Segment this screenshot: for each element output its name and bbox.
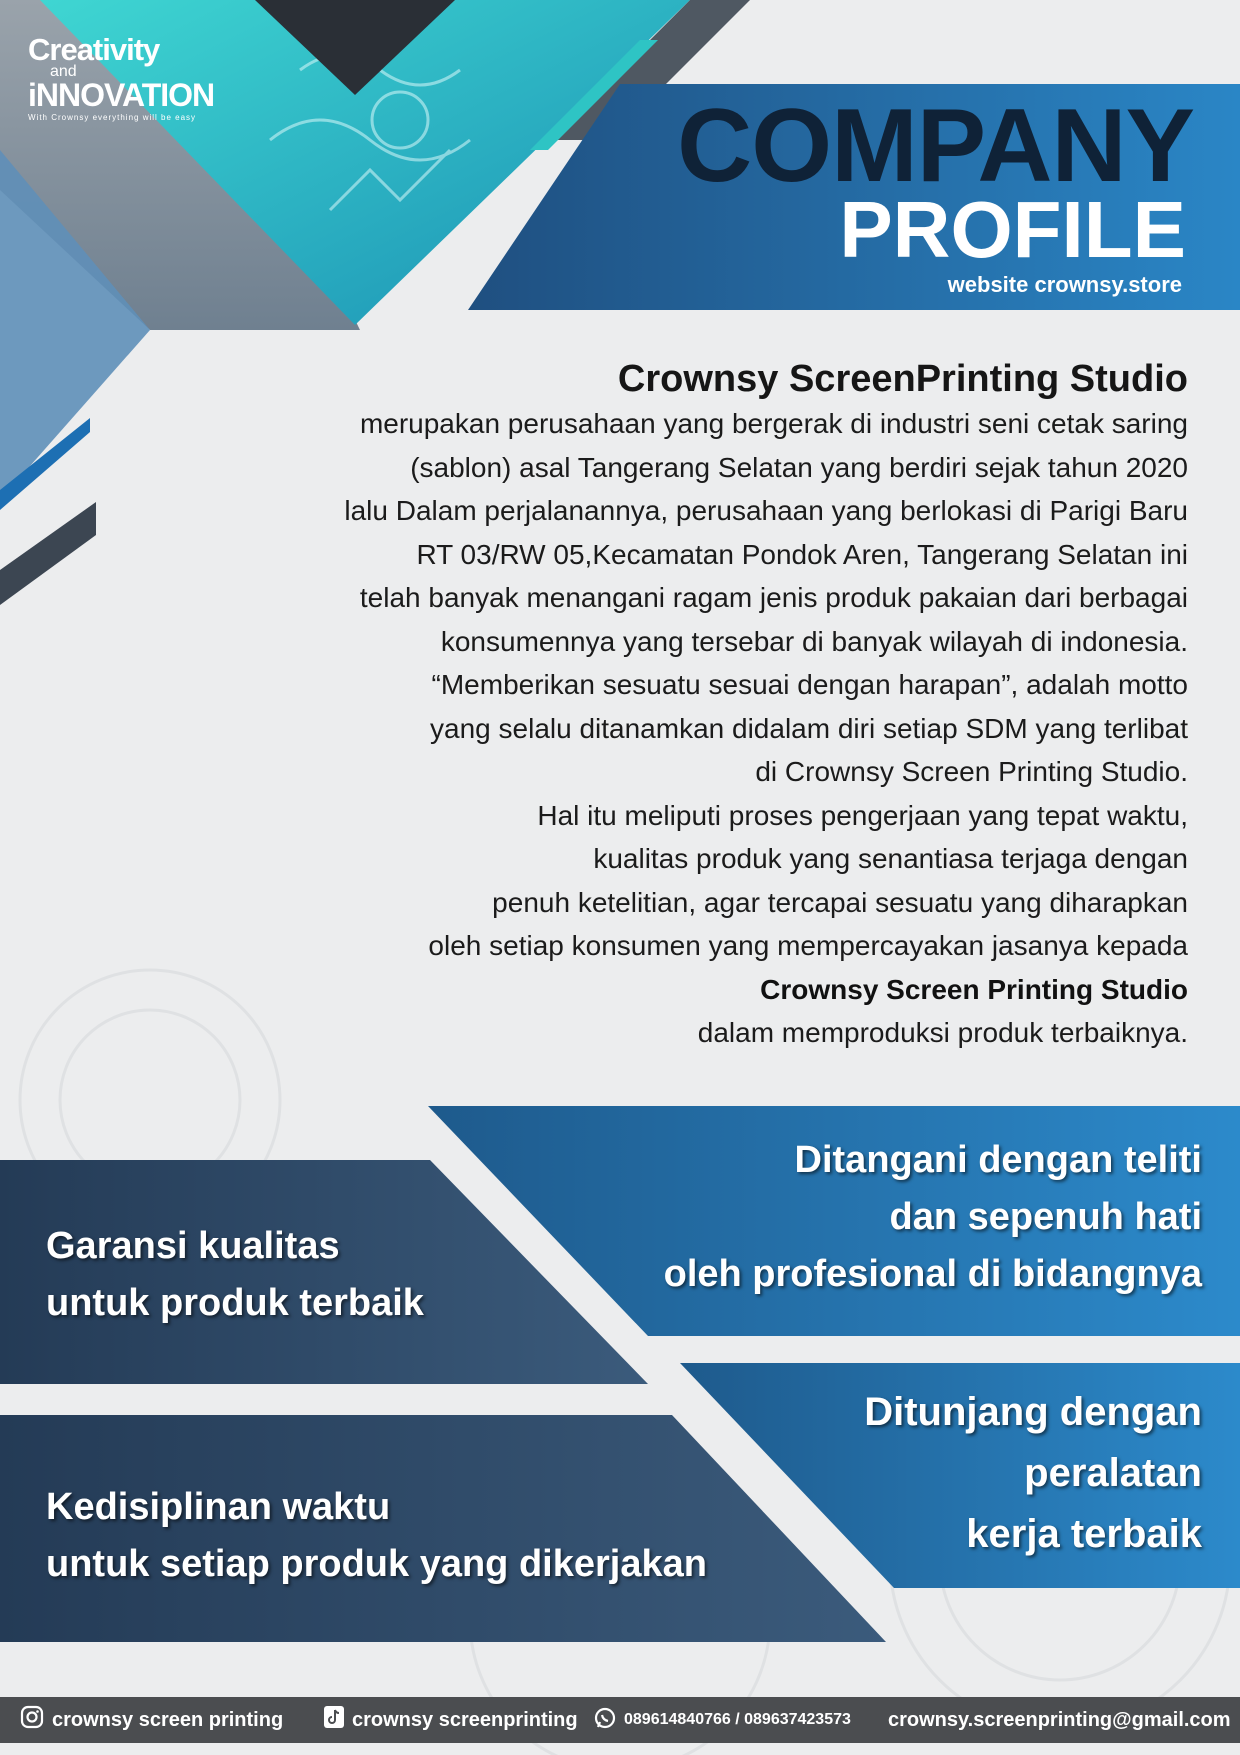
feature-line: kerja terbaik [966,1512,1202,1556]
feature-line: peralatan [1024,1451,1202,1495]
heading-profile: PROFILE [839,185,1186,274]
feature-equipment [864,1382,1202,1565]
footer-tiktok[interactable] [324,1697,578,1743]
whatsapp-numbers: 089614840766 / 089637423573 [624,1711,851,1728]
description-line: penuh ketelitian, agar tercapai sesuatu yang diharapkan [492,886,1188,918]
about-description [208,402,1188,1055]
description-line-bold: Crownsy Screen Printing Studio [760,973,1188,1005]
feature-line: Kedisiplinan waktu [46,1486,391,1528]
feature-line: Garansi kualitas [46,1225,340,1267]
footer-instagram[interactable] [20,1697,283,1743]
description-line: konsumennya yang tersebar di banyak wilayah di indonesia. [440,625,1188,657]
description-line: kualitas produk yang senantiasa terjaga dengan [593,843,1188,874]
instagram-handle: crownsy screen printing [52,1708,284,1731]
description-line: RT 03/RW 05,Kecamatan Pondok Aren, Tangerang Selatan ini [416,538,1188,570]
logo [28,34,214,122]
website-link[interactable]: website crownsy.store [947,272,1182,297]
feature-line: Ditunjang dengan [864,1390,1202,1434]
heading-company: COMPANY [677,88,1194,204]
logo-and: and [50,63,77,80]
description-line: “Memberikan sesuatu sesuai dengan harapan”, adalah motto [431,669,1188,700]
whatsapp-icon [594,1707,616,1734]
tiktok-handle: crownsy screenprinting [352,1708,578,1731]
studio-title: Crownsy ScreenPrinting Studio [617,358,1188,400]
logo-tagline: With Crownsy everything will be easy [28,113,197,122]
logo-innovation: iNNOVATION [28,77,215,113]
description-line: lalu Dalam perjalanannya, perusahaan yang berlokasi di Parigi Baru [344,495,1188,526]
description-line: dalam memproduksi produk terbaiknya. [697,1017,1188,1048]
feature-careful [664,1132,1202,1303]
feature-line: untuk produk terbaik [46,1282,424,1324]
email-address: crownsy.screenprinting@gmail.com [888,1708,1231,1731]
feature-line: oleh profesional di bidangnya [663,1253,1202,1295]
description-line: oleh setiap konsumen yang mempercayakan jasanya kepada [428,930,1188,961]
footer-bar [0,1697,1240,1743]
description-line: di Crownsy Screen Printing Studio. [755,756,1188,787]
footer-whatsapp[interactable] [594,1697,851,1743]
logo-creativity: Creativity [28,32,160,67]
tiktok-icon [324,1706,344,1734]
description-line: (sablon) asal Tangerang Selatan yang berdiri sejak tahun 2020 [410,451,1188,483]
description-line: merupakan perusahaan yang bergerak di industri seni cetak saring [359,408,1188,439]
feature-line: untuk setiap produk yang dikerjakan [46,1543,707,1585]
footer-email[interactable] [888,1697,1231,1743]
description-line: yang selalu ditanamkan didalam diri setiap SDM yang terlibat [430,712,1188,744]
instagram-icon [20,1705,44,1735]
feature-quality [46,1218,424,1332]
feature-line: dan sepenuh hati [889,1196,1202,1238]
description-line: telah banyak menangani ragam jenis produk pakaian dari berbagai [359,582,1188,613]
description-line: Hal itu meliputi proses pengerjaan yang tepat waktu, [537,799,1188,831]
feature-discipline [46,1479,707,1593]
feature-line: Ditangani dengan teliti [794,1139,1202,1181]
